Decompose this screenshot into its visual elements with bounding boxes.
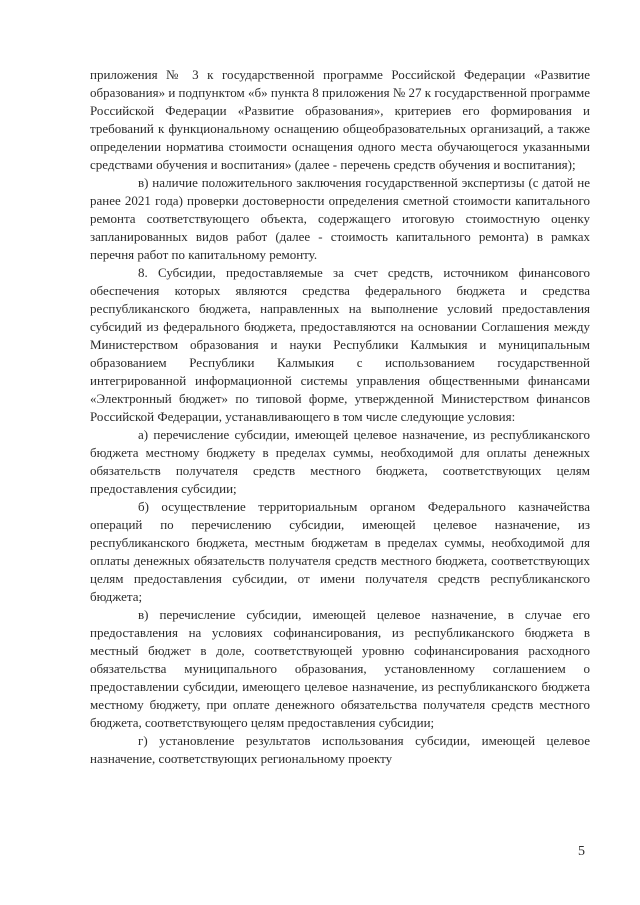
body-text <box>90 66 590 768</box>
paragraph-clause-8: 8. Субсидии, предоставляемые за счет средств, источником финансового обеспечения которых являются средства федерального бюджета и средства республиканского бюджета, направленных на выполнение условий предоставления субсидий из федерального бюджета, предоставляются на основании Соглашения между Министерством образования и науки Республики Калмыкия и муниципальным образованием Республики Калмыкия с использованием государственной интегрированной информационной системы управления общественными финансами «Электронный бюджет» по типовой форме, утвержденной Министерством финансов Российской Федерации, устанавливающего в том числе следующие условия: <box>90 265 590 424</box>
paragraph-item-a: а) перечисление субсидии, имеющей целевое назначение, из республиканского бюджета местному бюджету в пределах суммы, необходимой для оплаты денежных обязательств получателя средств местного бюджета, соответствующих целям предоставления субсидии; <box>90 427 590 496</box>
paragraph-item-b: б) осуществление территориальным органом Федерального казначейства операций по перечислению субсидии, имеющей целевое назначение, из республиканского бюджета, местным бюджетам в пределах суммы, необходимой для оплаты денежных обязательств получателя средств местного бюджета, соответствующих целям предоставления субсидии, от имени получателя средств республиканского бюджета; <box>90 499 590 604</box>
page-number: 5 <box>578 844 585 859</box>
paragraph-item-v-expertise: в) наличие положительного заключения государственной экспертизы (с датой не ранее 2021 года) проверки достоверности определения сметной стоимости капитального ремонта соответствующего объекта, содержащего итоговую стоимостную оценку запланированных видов работ (далее - стоимость капитального ремонта) в рамках перечня работ по капитальному ремонту. <box>90 175 590 262</box>
paragraph-item-g: г) установление результатов использования субсидии, имеющей целевое назначение, соответствующих региональному проекту <box>90 733 590 766</box>
paragraph-item-v: в) перечисление субсидии, имеющей целевое назначение, в случае его предоставления на условиях софинансирования, из республиканского бюджета в местный бюджет в доле, соответствующей уровню софинансирования расходного обязательства муниципального образования, установленному соглашением о предоставлении субсидии, имеющего целевое назначение, из республиканского бюджета местному бюджету, при оплате денежного обязательства получателя средств местного бюджета, соответствующего целям предоставления субсидии; <box>90 607 590 730</box>
paragraph-continuation: приложения № 3 к государственной программе Российской Федерации «Развитие образования» и подпунктом «б» пункта 8 приложения № 27 к государственной программе Российской Федерации «Развитие образования», критериев его формирования и требований к функциональному оснащению общеобразовательных организаций, а также определении норматива стоимости оснащения одного места обучающегося указанными средствами обучения и воспитания» (далее - перечень средств обучения и воспитания); <box>90 67 591 172</box>
